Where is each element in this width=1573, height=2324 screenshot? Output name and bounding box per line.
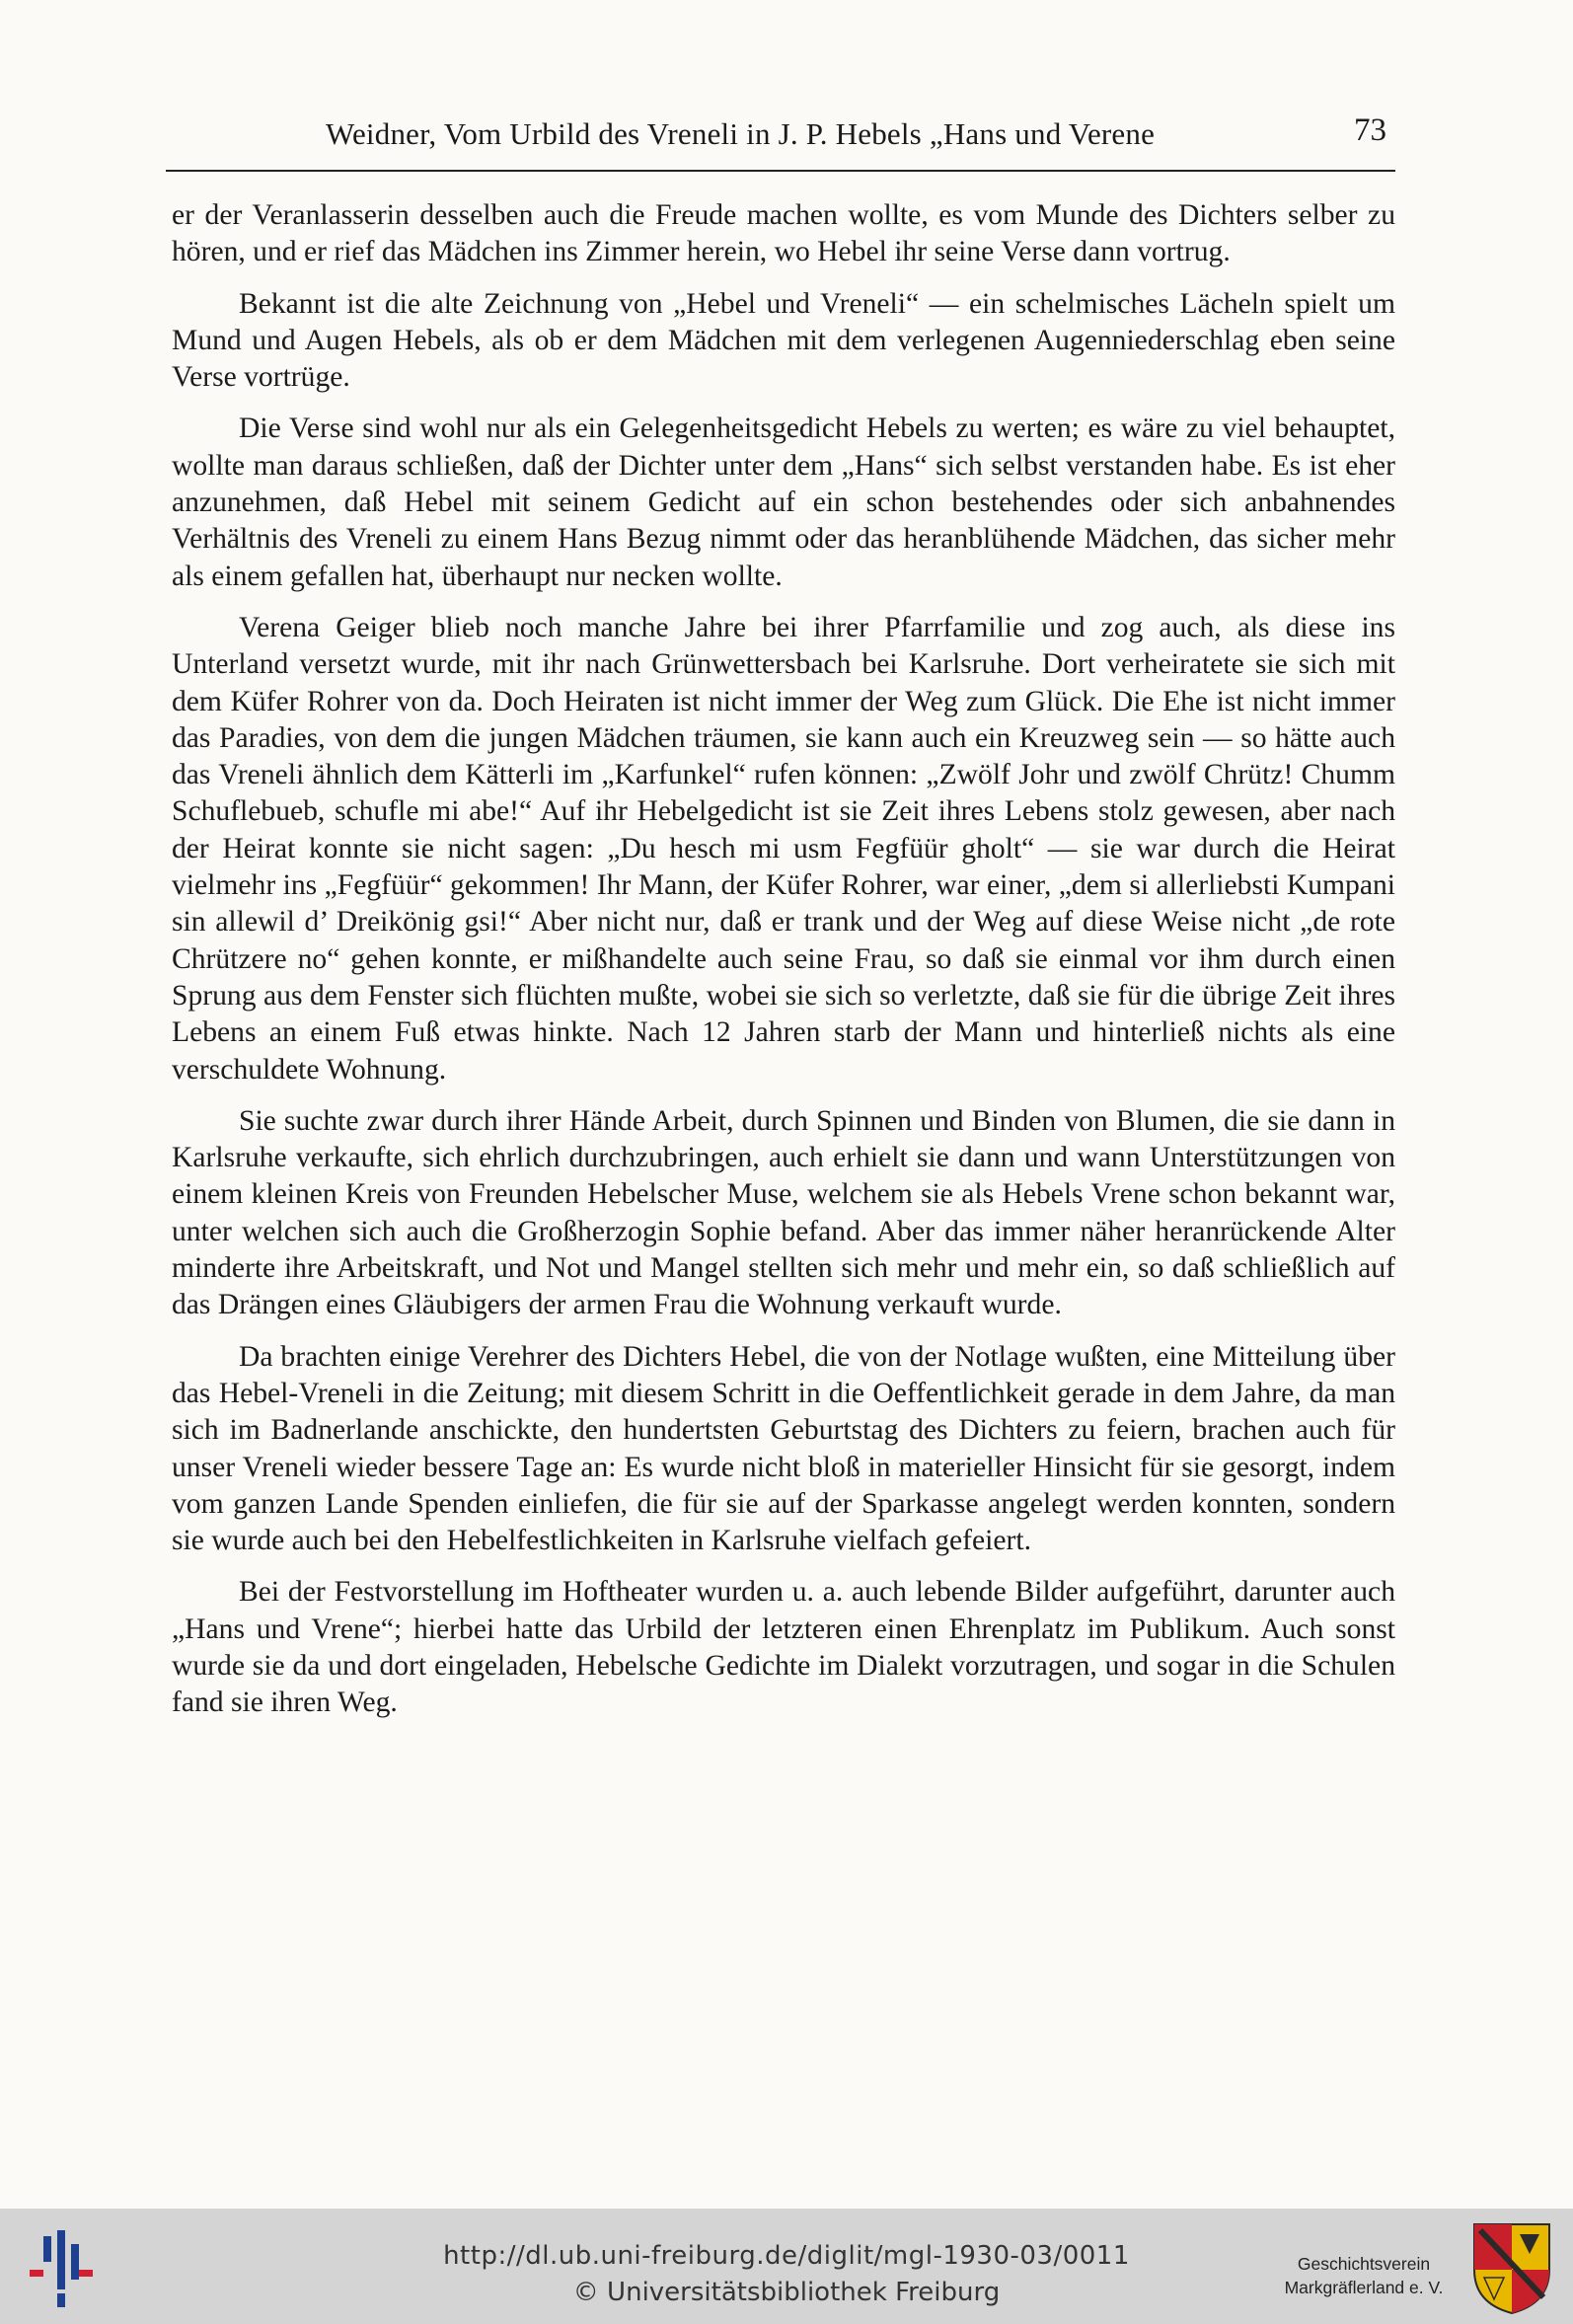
copyright-notice: © Universitätsbibliothek Freiburg — [572, 2278, 1001, 2307]
society-line: Markgräflerland e. V. — [1284, 2278, 1444, 2297]
page-number: 73 — [1354, 112, 1386, 148]
paragraph: er der Veranlasserin desselben auch die Freude machen wollte, es vom Munde des Dichters selber zu hören, und er rief das Mädchen ins Zimmer herein, wo Hebel ihr seine Verse dann vortrug. — [172, 199, 1395, 268]
paragraph: Bei der Festvorstellung im Hoftheater wurden u. a. auch lebende Bilder aufgeführt, darunter auch „Hans und Vrene“; hierbei hatte das Urbild der letzteren einen Ehrenplatz im Publikum. Auch sonst wurde sie da und dort eingeladen, Hebelsche Gedichte im Dialekt vorzutragen, und sogar in die Schulen fand sie ihren Weg. — [172, 1576, 1395, 1719]
running-title: Weidner, Vom Urbild des Vreneli in J. P. Hebels „Hans und Verene — [326, 116, 1156, 151]
society-line: Geschichtsverein — [1297, 2254, 1431, 2274]
paragraph: Die Verse sind wohl nur als ein Gelegenheitsgedicht Hebels zu werten; es wäre zu viel behauptet, wollte man daraus schließen, daß der Dichter unter dem „Hans“ sich selbst verstanden habe. Es ist eher anzunehmen, daß Hebel mit seinem Gedicht auf ein schon bestehendes oder sich anbahnendes Verhältnis des Vreneli zu einem Hans Bezug nimmt oder das heranblühende Mädchen, das sicher mehr als einem gefallen hat, überhaupt nur necken wollte. — [172, 412, 1395, 592]
society-name — [1265, 2252, 1462, 2299]
coat-of-arms-icon — [1470, 2220, 1553, 2315]
body-text — [172, 197, 1395, 1722]
paragraph: Sie suchte zwar durch ihrer Hände Arbeit, durch Spinnen und Binden von Blumen, die sie dann in Karlsruhe verkaufte, sich ehrlich durchzubringen, auch erhielt sie dann und wann Unterstützungen von einem kleinen Kreis von Freunden Hebelscher Muse, welchem sie als Hebels Vrene schon bekannt war, unter welchen sich auch die Großherzogin Sophie befand. Aber das immer näher heranrückende Alter minderte ihre Arbeitskraft, und Not und Mangel stellten sich mehr und mehr ein, so daß schließlich auf das Drängen eines Gläubigers der armen Frau die Wohnung verkauft wurde. — [172, 1104, 1395, 1321]
paragraph: Bekannt ist die alte Zeichnung von „Hebel und Vreneli“ — ein schelmisches Lächeln spielt um Mund und Augen Hebels, als ob er dem Mädchen mit dem verlegenen Augenniederschlag eben seine Verse vortrüge. — [172, 287, 1395, 394]
viewer-footer — [0, 2209, 1573, 2324]
paragraph: Da brachten einige Verehrer des Dichters Hebel, die von der Notlage wußten, eine Mitteilung über das Hebel-Vreneli in die Zeitung; mit diesem Schritt in die Oeffentlichkeit gerade in dem Jahre, da man sich im Badnerlande anschickte, den hundertsten Geburtstag des Dichters zu feiern, brachen auch für unser Vreneli wieder bessere Tage an: Es wurde nicht bloß in materieller Hinsicht für sie gesorgt, indem vom ganzen Lande Spenden einliefen, die für sie auf der Sparkasse angelegt werden konnten, sondern sie wurde auch bei den Hebelfestlichkeiten in Karlsruhe vielfach gefeiert. — [172, 1340, 1395, 1557]
paragraph: Verena Geiger blieb noch manche Jahre bei ihrer Pfarrfamilie und zog auch, als diese ins Unterland versetzt wurde, mit ihr nach Grünwettersbach bei Karlsruhe. Dort verheiratete sie sich mit dem Küfer Rohrer von da. Doch Heiraten ist nicht immer der Weg zum Glück. Die Ehe ist nicht immer das Paradies, von dem die jungen Mädchen träumen, sie kann auch ein Kreuzweg sein — so hätte auch das Vreneli ähnlich dem Kätterli im „Karfunkel“ rufen können: „Zwölf Johr und zwölf Chrütz! Chumm Schuflebueb, schufle mi abe!“ Auf ihr Hebelgedicht ist sie Zeit ihres Lebens stolz gewesen, aber nach der Heirat konnte sie nicht sagen: „Du hesch mi usm Fegfüür gholt“ — sie war durch die Heirat vielmehr ins „Fegfüür“ gekommen! Ihr Mann, der Küfer Rohrer, war einer, „dem si allerliebsti Kumpani sin allewil d’ Dreikönig gsi!“ Aber nicht nur, daß er trank und der Weg auf diese Weise nicht „de rote Chrützere no“ gehen konnte, er mißhandelte auch seine Frau, so daß sie einmal vor ihm durch einen Sprung aus dem Fenster sich flüchten mußte, wobei sie sich so verletzte, daß sie für die übrige Zeit ihres Lebens an einem Fuß etwas hinkte. Nach 12 Jahren starb der Mann und hinterließ nichts als eine verschuldete Wohnung. — [172, 611, 1395, 1086]
header-rule — [166, 170, 1395, 172]
permalink-url[interactable]: http://dl.ub.uni-freiburg.de/diglit/mgl-1930-03/0011 — [443, 2241, 1130, 2271]
